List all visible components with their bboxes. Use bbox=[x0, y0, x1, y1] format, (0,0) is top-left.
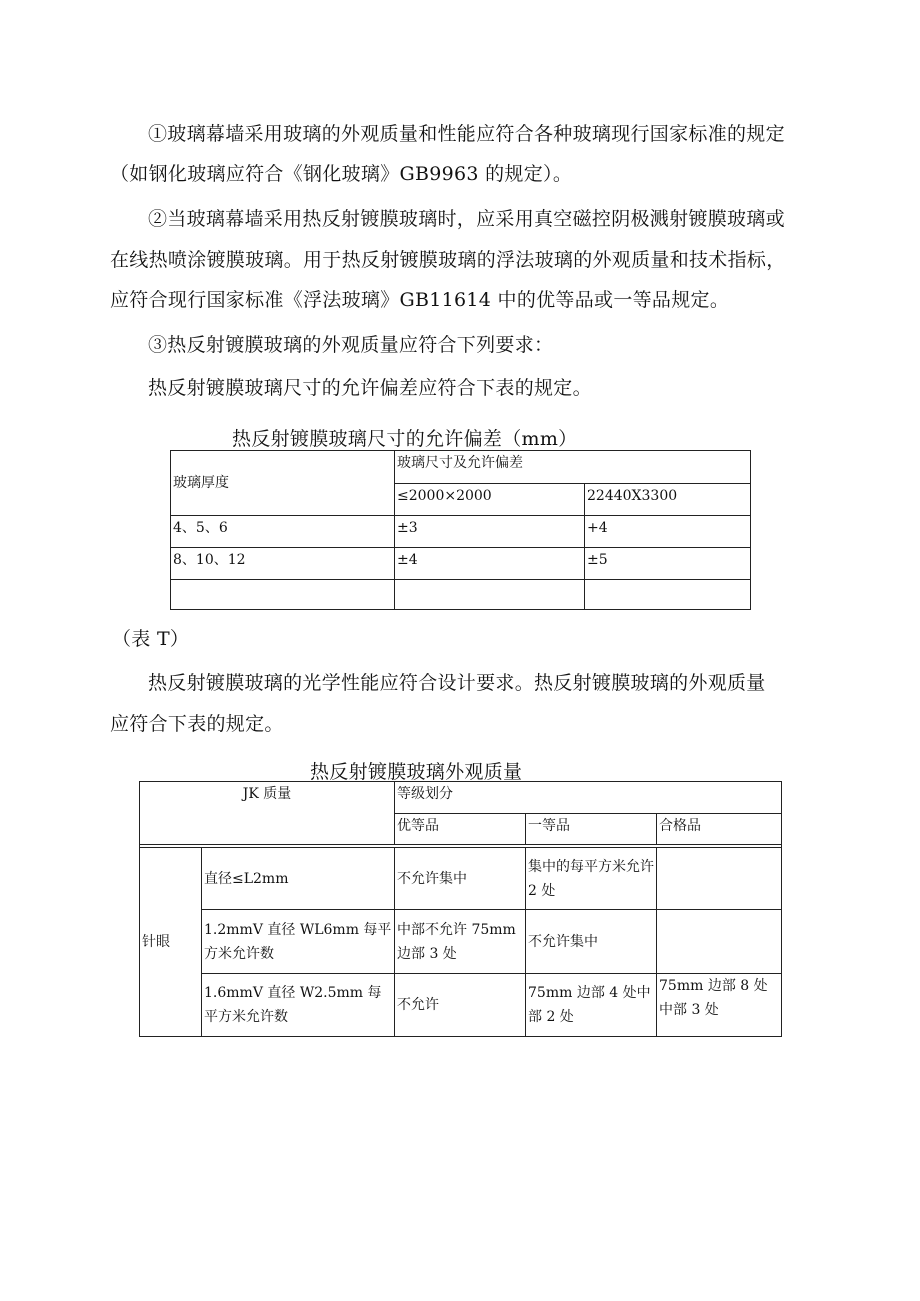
table-row bbox=[140, 848, 782, 910]
table-row bbox=[171, 516, 751, 548]
cell-tolerance-1: ±3 bbox=[395, 516, 585, 548]
group-pinhole: 针眼 bbox=[140, 848, 202, 1037]
paragraph-5-line-2: 应符合下表的规定。 bbox=[110, 713, 284, 735]
paragraph-5-line-1: 热反射镀膜玻璃的光学性能应符合设计要求。热反射镀膜玻璃的外观质量 bbox=[148, 672, 766, 694]
cell-thickness: 8、10、12 bbox=[171, 548, 395, 580]
paragraph-2-line-2: 在线热喷涂镀膜玻璃。用于热反射镀膜玻璃的浮法玻璃的外观质量和技术指标， bbox=[110, 249, 786, 271]
table-2-caption: 热反射镀膜玻璃外观质量 bbox=[310, 761, 523, 783]
cell-grade-first: 75mm 边部 4 处中部 2 处 bbox=[526, 974, 657, 1037]
paragraph-1-line-2: （如钢化玻璃应符合《钢化玻璃》GB9963 的规定）。 bbox=[110, 163, 573, 185]
cell-empty bbox=[395, 580, 585, 610]
cell-grade-premium: 不允许 bbox=[395, 974, 526, 1037]
header-grade: 等级划分 bbox=[395, 782, 782, 814]
paragraph-1-line-1: ①玻璃幕墙采用玻璃的外观质量和性能应符合各种玻璃现行国家标准的规定 bbox=[148, 123, 785, 145]
size-tolerance-table bbox=[170, 450, 751, 610]
appearance-quality-table bbox=[139, 781, 782, 1037]
cell-tolerance-2: +4 bbox=[585, 516, 751, 548]
paragraph-2-line-1: ②当玻璃幕墙采用热反射镀膜玻璃时，应采用真空磁控阴极溅射镀膜玻璃或 bbox=[148, 208, 785, 230]
paragraph-2-line-3: 应符合现行国家标准《浮法玻璃》GB11614 中的优等品或一等品规定。 bbox=[110, 289, 730, 311]
cell-grade-qualified: 75mm 边部 8 处中部 3 处 bbox=[657, 974, 782, 1037]
table-row bbox=[140, 910, 782, 974]
cell-empty bbox=[171, 580, 395, 610]
cell-empty bbox=[585, 580, 751, 610]
cell-item: 1.2mmV 直径 WL6mm 每平方米允许数 bbox=[202, 910, 395, 974]
table-row bbox=[171, 548, 751, 580]
cell-grade-first: 集中的每平方米允许 2 处 bbox=[526, 848, 657, 910]
table-1-caption: 热反射镀膜玻璃尺寸的允许偏差（mm） bbox=[232, 428, 578, 450]
table-row bbox=[140, 782, 782, 814]
cell-item: 直径≤L2mm bbox=[202, 848, 395, 910]
table-row bbox=[171, 451, 751, 484]
cell-tolerance-2: ±5 bbox=[585, 548, 751, 580]
cell-grade-premium: 不允许集中 bbox=[395, 848, 526, 910]
cell-item: 1.6mmV 直径 W2.5mm 每平方米允许数 bbox=[202, 974, 395, 1037]
cell-tolerance-1: ±4 bbox=[395, 548, 585, 580]
cell-thickness: 4、5、6 bbox=[171, 516, 395, 548]
cell-grade-qualified bbox=[657, 910, 782, 974]
header-grade-first: 一等品 bbox=[526, 814, 657, 845]
cell-grade-first: 不允许集中 bbox=[526, 910, 657, 974]
cell-grade-qualified bbox=[657, 848, 782, 910]
header-grade-qualified: 合格品 bbox=[657, 814, 782, 845]
header-size-tolerance: 玻璃尺寸及允许偏差 bbox=[395, 451, 751, 484]
paragraph-3: ③热反射镀膜玻璃的外观质量应符合下列要求： bbox=[148, 334, 554, 356]
paragraph-4: 热反射镀膜玻璃尺寸的允许偏差应符合下表的规定。 bbox=[148, 377, 592, 399]
cell-grade-premium: 中部不允许 75mm 边部 3 处 bbox=[395, 910, 526, 974]
table-row-empty bbox=[171, 580, 751, 610]
table-row bbox=[140, 974, 782, 1037]
header-quality: JK 质量 bbox=[140, 782, 395, 845]
table-note: （表 T） bbox=[112, 628, 190, 650]
header-thickness: 玻璃厚度 bbox=[171, 451, 395, 516]
subheader-size-2: 22440X3300 bbox=[585, 484, 751, 516]
header-grade-premium: 优等品 bbox=[395, 814, 526, 845]
subheader-size-1: ≤2000×2000 bbox=[395, 484, 585, 516]
